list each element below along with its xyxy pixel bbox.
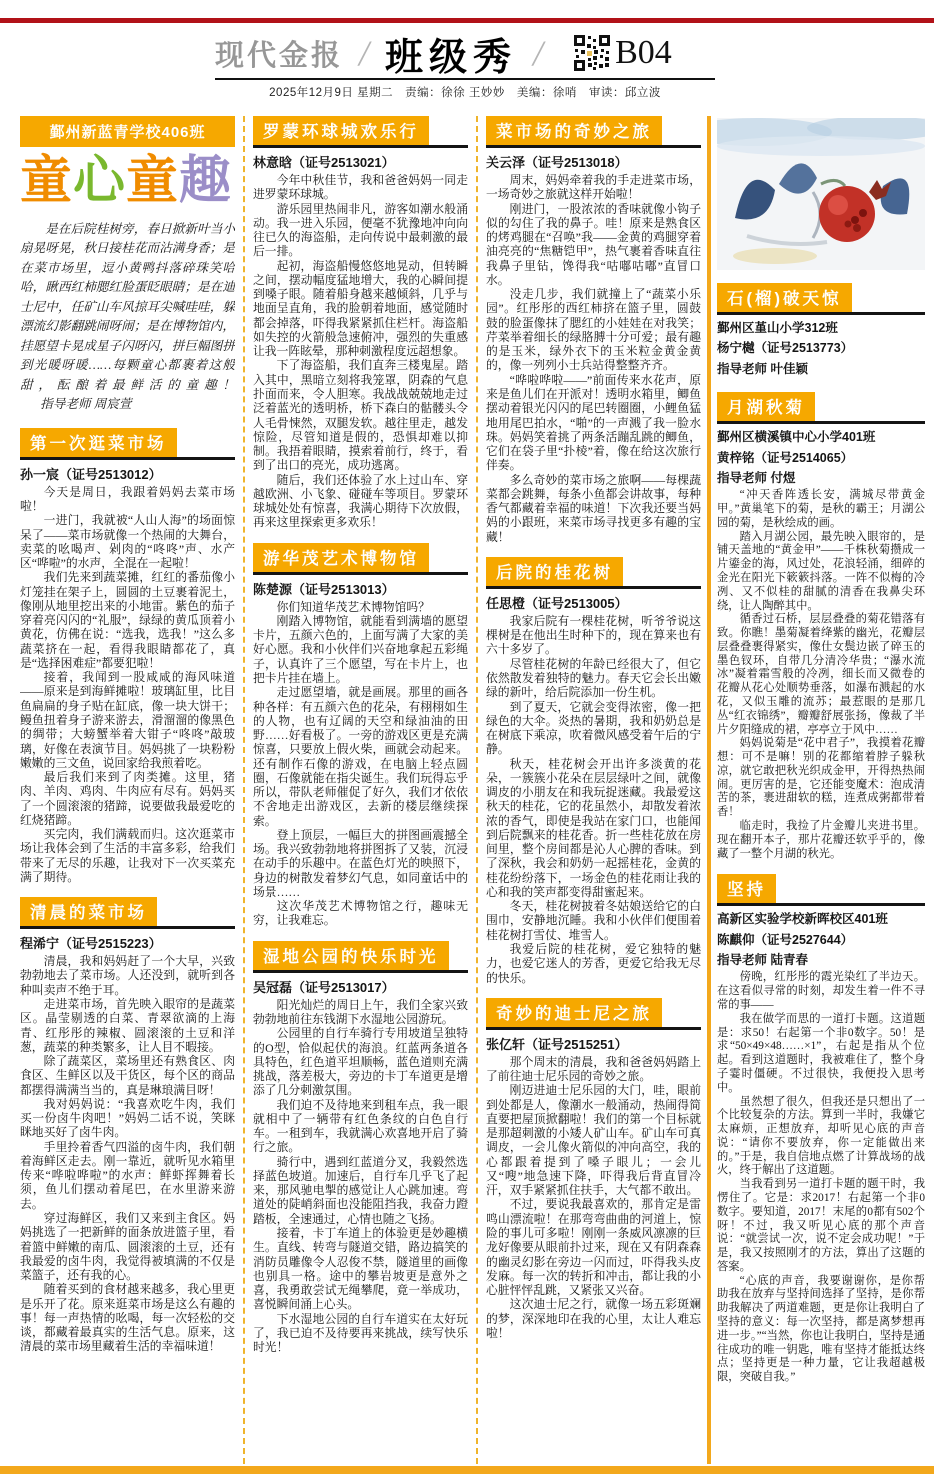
divider-slash: / [533, 33, 544, 73]
article-paragraph: 我们迫不及待地来到租车点，我一眼就相中了一辆带有红色条纹的白色自行车。一租到车，我就满心欢喜地开启了骑行之旅。 [253, 1097, 468, 1155]
article-title-text: 奇妙的迪士尼之旅 [486, 998, 662, 1027]
article-author: 任思橙（证号2513005） [486, 595, 628, 611]
article-author: 张亿轩（证号2515251） [486, 1036, 628, 1052]
article-title [20, 897, 235, 929]
article-school: 鄞州区堇山小学312班 [717, 321, 838, 335]
article-paragraph: 循香过石桥，层层叠叠的菊花错落有致。你瞧！墨菊凝着绛紫的幽光，花瓣层层叠叠裹得紧实，像仕女鬓边嵌了碎玉的墨色钗环，自带几分清冷华贵；“瀑水流冰”凝着霜雪般的冷冽，细长而又微卷的花瓣从花心处顺势垂落，如瀑布溅起的水花，又似玉雕的流苏；最惹眼的是那几丛“红衣锦绣”，瓣瓣舒展张扬，像裁了半片夕阳缝成的裙，亭亭立于风中…… [717, 613, 925, 736]
feature-intro [20, 220, 235, 415]
article-author: 吴冠磊（证号2513017） [253, 979, 395, 995]
article-title-text: 菜市场的奇妙之旅 [486, 116, 662, 145]
article-paragraph: 刚迈进迪士尼乐园的大门，哇，眼前到处都是人，像潮水一般涌动，热闹得简直要把屋顶掀翻啦！我们的第一个目标就是那超刺激的小矮人矿山车。矿山车可真调皮，一会儿像火箭似的冲向高空，我的心都跟着提到了嗓子眼儿；一会儿又“嗖”地急速下降，吓得我后背直冒冷汗，双手紧紧抓住扶手，大气都不敢出。 [486, 1083, 701, 1198]
article-paragraph: “冲天香阵透长安，满城尽带黄金甲。”黄巢笔下的菊，是秋的霸王；月湖公园的菊，是秋绘成的画。 [717, 489, 925, 529]
page-number: B04 [615, 34, 672, 71]
article-paragraph: 我对妈妈说：“我喜欢吃牛肉，我们买一份卤牛肉吧！”妈妈二话不说，笑眯眯地买好了卤牛肉。 [20, 1096, 235, 1140]
article-title-text: 月湖秋菊 [717, 392, 815, 421]
article-paragraph: 我家后院有一棵桂花树，听爷爷说这棵树是在他出生时种下的，现在算来也有六十多岁了。 [486, 613, 701, 657]
article-paragraph: 阳光灿烂的周日上午，我们全家兴致勃勃地前往东钱湖下水湿地公园游玩。 [253, 997, 468, 1027]
article-paragraph: 接着，我闻到一股咸咸的海风味道——原来是到海鲜摊啦！玻璃缸里，比目鱼扁扁的身子贴在缸底，像一块大饼干；鳗鱼扭着身子游来游去，滑溜溜的像黑色的绸带；大螃蟹举着大钳子“咚咚”敲玻璃，好像在表演节目。妈妈挑了一块粉粉嫩嫩的三文鱼，说回家给我煎着吃。 [20, 670, 235, 770]
article-author: 程浠宁（证号2515223） [20, 936, 162, 952]
article-title-text: 石(榴)破天惊 [717, 283, 852, 312]
article-paragraph: 那个周末的清晨，我和爸爸妈妈踏上了前往迪士尼乐园的奇妙之旅。 [486, 1054, 701, 1084]
article-author: 黄梓铭（证号2514065） [717, 450, 854, 465]
pomegranate-watercolor-painting [717, 118, 925, 270]
article-title-text: 后院的桂花树 [486, 557, 623, 586]
article-author: 林意晗（证号2513021） [253, 155, 395, 170]
feature-intro-text: 是在后院桂树旁，春日掀新叶当小扇晃呀晃，秋日接桂花而沾满身香；是在菜市场里，逗小黄鸭抖落碎珠笑哈哈，瞅西红柿腮红脸蛋眨眼睛；是在迪士尼中，任矿山车风掠耳尖喊哇哇，躲漂流幻影翻跳闹呀闹；是在博物馆内，挂愿望卡晃成星子闪呀闪，拼巨幅图拼到光暖呀暖……每颗童心都裹着这般甜，酝酿着最鲜活的童趣！ [20, 221, 235, 392]
article-paragraph: “心底的声音，我要谢谢你，是你帮助我在放弃与坚持间选择了坚持，是你帮助我解决了两道难题，更是你让我明白了坚持的意义：每一次坚持，都是离梦想再进一步。”“当然，你也让我明白，坚持是通往成功的唯一钥匙，唯有坚持才能抵达终点；坚持更是一种力量，它让我超越极限，突破自我。” [717, 1274, 925, 1384]
divider-slash: / [359, 33, 370, 73]
article-title-text: 坚持 [717, 874, 776, 903]
article-paragraph: 一进门，我就被“人山人海”的场面惊呆了——菜市场就像一个热闹的大舞台，卖菜的吆喝声、剁肉的“咚咚”声、水产区“哗啦”的水声，全混在一起啦！ [20, 513, 235, 571]
article-paragraph: 穿过海鲜区，我们又来到主食区。妈妈挑选了一把新鲜的面条放进篮子里，看着篮中鲜嫩的南瓜、圆滚滚的土豆，还有我最爱的卤牛肉，我觉得被填满的不仅是菜篮子，还有我的心。 [20, 1210, 235, 1283]
article-paragraph: 你们知道华茂艺术博物馆吗？ [276, 599, 430, 614]
article-school: 鄞州区横溪镇中心小学401班 [717, 430, 876, 445]
article-title [717, 874, 925, 906]
article-title [253, 543, 468, 575]
article-paragraph: 我们先来到蔬菜摊，红红的番茄像小灯笼挂在架子上，圆圆的土豆裹着泥土，像刚从地里挖出来的小地雷。紫色的茄子穿着亮闪闪的“礼服”，绿绿的黄瓜顶着小黄花，仿佛在说：“选我，选我！”这么多蔬菜挤在一起，看得我眼睛都花了，真是“选择困难症”都要犯啦！ [20, 570, 235, 670]
feature-teacher: 指导老师 周宸萱 [40, 397, 132, 412]
column-2 [253, 116, 468, 1464]
feature-title-char: 趣 [179, 153, 233, 210]
page-columns [20, 116, 925, 1464]
article-paragraph: “哗啦哗啦——”前面传来水花声，原来是鱼儿们在开派对！透明水箱里，鲫鱼摆动着银光闪闪的尾巴转圈圈，小鲤鱼猛地用尾巴拍水，“啪”的一声溅了我一脸水珠。妈妈笑着挑了两条活蹦乱跳的鲫鱼，它们在袋子里“扑棱”着，像在给这次旅行伴奏。 [486, 372, 701, 473]
article-paragraph: 走进菜市场，首先映入眼帘的是蔬菜区。晶莹剔透的白菜、青翠欲滴的上海青、红彤彤的辣椒、圆滚滚的土豆和洋葱，蔬菜的种类繁多，让人目不暇接。 [20, 996, 235, 1054]
article-author: 孙一宸（证号2513012） [20, 466, 162, 482]
article-paragraph: 刚踏入博物馆，就能看到满墙的愿望卡片，五颜六色的，上面写满了大家的美好心愿。我和小伙伴们兴奋地拿起五彩绳子，认真许了三个愿望，写在卡片上，也把卡片挂在墙上。 [253, 613, 468, 685]
article-paragraph: 走过愿望墙，就是画展。那里的画各种各样：有五颜六色的花朵，有栩栩如生的人物，也有辽阔的天空和绿油油的田野……好看极了。一旁的游戏区更是充满惊喜，只要放上假火柴，画就会动起来。还有制作石像的游戏，在电脑上轻点圆圈，石像就能在指尖诞生。我们玩得忘乎所以，带队老师催促了好久，我们才依依不舍地走出游戏区，去新的楼层继续探索。 [253, 685, 468, 828]
article-paragraph: 秋天，桂花树会开出许多淡黄的花朵，一簇簇小花朵在层层绿叶之间，就像调皮的小朋友在和我玩捉迷藏。我最爱这秋天的桂花，它的花虽然小，却散发着浓浓的香气，即使是我站在家门口，也能闻到后院飘来的桂花香。折一些桂花放在房间里，整个房间都是沁人心脾的香味。到了深秋，我会和奶奶一起摇桂花，金黄的桂花纷纷落下，一场金色的桂花雨让我的心和我的笑声都变得甜蜜起来。 [486, 756, 701, 899]
article-paragraph: 踏入月湖公园，最先映入眼帘的，是铺天盖地的“黄金甲”——千株秋菊攒成一片鎏金的海，风过处，花浪轻涌，细碎的金光在阳光下簌簌抖落。一阵不似梅的冷冽、又不似桂的甜腻的清香在我鼻尖环绕，让人陶醉其中。 [717, 530, 925, 612]
article-paragraph: 下水湿地公园的自行车道实在太好玩了，我已迫不及待要再来挑战，续写快乐时光！ [253, 1311, 468, 1355]
article-title [486, 557, 701, 589]
column-separator [476, 116, 478, 1464]
article-paragraph: 不过，要说我最喜欢的，那肯定是雷鸣山漂流啦！在那弯弯曲曲的河道上，惊险的事儿可多啦！刚刚一条威风凛凛的巨龙好像要从眼前扑过来，现在又有阴森森的幽灵幻影在旁边一闪而过，吓得我头皮发麻。每一次的转折和冲击，都让我的小心脏怦怦乱跳，又紧张又兴奋。 [486, 1197, 701, 1298]
top-red-rule [0, 18, 934, 23]
article-paragraph: 随着买到的食材越来越多，我心里更是乐开了花。原来逛菜市场是这么有趣的事！每一声热情的吆喝，每一次轻松的交谈，都藏着最真实的生活气息。原来，这清晨的菜市场里藏着生活的幸福味道！ [20, 1282, 235, 1354]
article-title [486, 998, 701, 1030]
bottom-orange-rule [0, 1466, 934, 1474]
paper-name: 现代金报 [215, 39, 344, 72]
article-paragraph: 登上顶层，一幅巨大的拼图画震撼全场。我兴致勃勃地将拼图拆了又装，沉浸在动手的乐趣中。在蓝色灯光的映照下，身边的树散发着梦幻气息，如同童话中的场景…… [253, 827, 468, 899]
article-title [717, 392, 925, 424]
column-1 [20, 116, 235, 1464]
article-paragraph: 手里拎着香气四溢的卤牛肉，我们朝着海鲜区走去。刚一靠近，就听见水箱里传来“哗啦哗啦”的水声：鲜虾挥舞着长须，鱼儿们摆动着尾巴，在水里游来游去。 [20, 1139, 235, 1211]
article-author: 杨宁樾（证号2513773） [717, 341, 854, 356]
article-paragraph: 多么奇妙的菜市场之旅啊——每棵蔬菜都会跳舞，每条小鱼都会讲故事，每种香气都藏着幸福的味道！下次我还要当妈妈的小跟班，来菜市场寻找更多有趣的宝藏！ [486, 472, 701, 544]
article-title [253, 116, 468, 148]
section-title: 班级秀 [385, 36, 518, 79]
article-title [20, 428, 235, 460]
article-paragraph: 我在做学而思的一道打卡题。这道题是：求50！右起第一个非0数字。50！是求“50×49×48……×1”，右起是指从个位起。看到这道题时，我被难住了，整个身子霎时僵硬。不过很快，我便投入思考中。 [717, 1012, 925, 1094]
masthead [215, 28, 715, 80]
article-title [253, 941, 468, 973]
article-title-text: 游华茂艺术博物馆 [253, 543, 429, 572]
article-title-text: 罗蒙环球城欢乐行 [253, 116, 429, 145]
column-separator [243, 116, 245, 1464]
column-4 [717, 116, 925, 1464]
article-teacher: 指导老师 付煜 [717, 470, 796, 485]
article-paragraph: 起初，海盗船慢悠悠地晃动，但转瞬之间，摆动幅度猛地增大，我的心瞬间提到嗓子眼。随着船身越来越倾斜，几乎与地面呈直角，我的脸朝着地面，感觉随时都会掉落，吓得我紧紧抓住栏杆。海盗船如失控的火箭般急速俯冲，强烈的失重感让我一阵眩晕，那种刺激程度远超想象。 [253, 258, 468, 359]
article-paragraph: 买完肉，我们满载而归。这次逛菜市场让我体会到了生活的丰富多彩，给我们带来了无尽的乐趣，让我对下一次买菜充满了期待。 [20, 827, 235, 884]
article-paragraph: 我爱后院的桂花树，爱它独特的魅力，也爱它迷人的芳香，更爱它给我无尽的快乐。 [486, 942, 701, 985]
article-paragraph: 清晨，我和妈妈赶了一个大早，兴致勃勃地去了菜市场。人还没到，就听到各种叫卖声不绝于耳。 [20, 954, 235, 997]
article-paragraph: 周末，妈妈牵着我的手走进菜市场，一场奇妙之旅就这样开始啦！ [486, 173, 701, 202]
article-paragraph: 随后，我们还体验了水上过山车、穿越欧洲、小飞象、碰碰车等项目。罗蒙环球城处处有惊喜，我满心期待下次放假，再来这里探索更多欢乐！ [253, 472, 468, 530]
qr-code-icon [573, 34, 611, 72]
article-paragraph: 当我看到另一道打卡题的题干时，我愣住了。它是：求2017！右起第一个非0数字。要知道，2017！末尾的0都有502个呀！不过，我又听见心底的那个声音说：“就尝试一次，说不定会成功呢！”于是，我又按照刚才的方法，算出了这题的答案。 [717, 1178, 925, 1273]
feature-title-char: 心 [73, 153, 127, 210]
article-title-text: 清晨的菜市场 [20, 897, 157, 926]
article-paragraph: 妈妈说菊是“花中君子”，我摸着花瓣想：可不是嘛！别的花都缩着脖子躲秋凉，就它敢把秋光织成金甲，开得热热闹闹。更厉害的是，它还能变魔术：泡成清苦的茶，裹进甜软的糕，连煮成粥都带着香！ [717, 737, 925, 819]
article-title [486, 116, 701, 148]
column-3 [486, 116, 701, 1464]
article-author: 陈楚源（证号2513013） [253, 581, 395, 597]
article-paragraph: 临走时，我捡了片金瓣儿夹进书里。现在翻开本子，那片花瓣还软乎乎的，像藏了一整个月湖的秋光。 [717, 820, 925, 860]
article-paragraph: 下了海盗船，我们直奔三楼鬼屋。踏入其中，黑暗立刻将我笼罩，阴森的气息扑面而来，令人胆寒。我战战兢兢地走过泛着蓝光的透明桥，桥下森白的骷髅头令人毛骨悚然，双腿发软。越往里走，越发惊险，尽管知道是假的，恐惧却难以抑制。我捂着眼睛，摸索着前行，终于，看到了出口的亮光，成功逃离。 [253, 358, 468, 473]
article-paragraph: 除了蔬菜区，菜场里还有熟食区、肉食区、生鲜区以及干货区，每个区的商品都摆得满满当当的，真是琳琅满目呀！ [20, 1054, 235, 1097]
feature-title-char: 童 [126, 153, 180, 210]
article-author: 关云泽（证号2513018） [486, 155, 628, 170]
article-paragraph: 今年中秋佳节，我和爸爸妈妈一同走进罗蒙环球城。 [253, 173, 468, 202]
article-teacher: 指导老师 叶佳颖 [717, 361, 808, 376]
article-paragraph: 没走几步，我们就撞上了“蔬菜小乐园”。红彤彤的西红柿挤在篮子里，圆鼓鼓的脸蛋像抹了腮红的小娃娃在对我笑；芹菜举着细长的绿胳膊十分可爱；最有趣的是玉米，绿外衣下的玉米粒金黄金黄的，像一列列小士兵站得整整齐齐。 [486, 287, 701, 373]
article-school: 高新区实验学校新晖校区401班 [717, 912, 888, 927]
article-paragraph: 游乐园里热闹非凡，游客如潮水般涌动。我一进入乐园，便毫不犹豫地冲向向往已久的海盗船，走向传说中最刺激的最后一排。 [253, 201, 468, 259]
article-author: 陈麒仰（证号2527644） [717, 932, 854, 947]
article-paragraph: 骑行中，遇到红蓝道分叉，我毅然选择蓝色坡道。加速后，自行车几乎飞了起来，那风驰电掣的感觉让人心跳加速。弯道处的陡峭斜面也没能阻挡我，我奋力蹬踏板，全速通过，心情也随之飞扬。 [253, 1154, 468, 1226]
article-paragraph: 公园里的自行车骑行专用坡道呈独特的O型，恰似起伏的海浪。红蓝两条道各具特色，红色道平坦顺畅，蓝色道则充满挑战，落差极大，旁边的卡丁车道更是增添了几分刺激氛围。 [253, 1026, 468, 1098]
feature-title-char: 童 [20, 153, 74, 210]
article-teacher: 指导老师 陆青春 [717, 953, 808, 968]
school-badge: 鄞州新蓝青学校406班 [20, 116, 235, 147]
article-paragraph: 尽管桂花树的年龄已经很大了，但它依然散发着独特的魅力。春天它会长出嫩绿的新叶，给后院添加一份生机。 [486, 656, 701, 700]
article-title [717, 283, 925, 315]
article-paragraph: 冬天，桂花树披着冬姑娘送给它的白围巾，安静地沉睡。我和小伙伴们便围着桂花树打雪仗、堆雪人。 [486, 899, 701, 942]
article-paragraph: 今天是周日，我跟着妈妈去菜市场啦！ [20, 484, 235, 514]
article-paragraph: 傍晚，红彤彤的霞光染红了半边天。在这看似寻常的时刻，却发生着一件不寻常的事—— [717, 971, 925, 1012]
dateline: 2025年12月9日 星期二 责编：徐徐 王妙妙 美编：徐哨 审读：邱立波 [269, 87, 661, 99]
article-paragraph: 到了夏天，它就会变得浓密，像一把绿色的大伞。炎热的暑期，我和奶奶总是在树底下乘凉，吹着微风感受着午后的宁静。 [486, 699, 701, 757]
article-paragraph: 这次迪士尼之行，就像一场五彩斑斓的梦，深深地印在我的心里，太让人难忘啦！ [486, 1297, 701, 1340]
article-title-text: 湿地公园的快乐时光 [253, 941, 449, 970]
article-paragraph: 虽然想了很久，但我还是只想出了一个比较复杂的方法。算到一半时，我嫌它太麻烦，正想放弃，却听见心底的声音说：“请你不要放弃，你一定能做出来的。”于是，我自信地点燃了计算战场的战火，终于解出了这道题。 [717, 1095, 925, 1177]
feature-title [20, 155, 235, 210]
column-separator-solid [707, 116, 711, 1464]
article-paragraph: 接着，卡丁车道上的体验更是妙趣横生。直线、转弯与隧道交错，路边搞笑的消防员雕像令人忍俊不禁，隧道里的画像也别具一格。途中的攀岩坡更是意外之喜，我勇敢尝试无绳攀爬，竟一举成功，喜悦瞬间涌上心头。 [253, 1226, 468, 1312]
article-paragraph: 这次华茂艺术博物馆之行，趣味无穷，让我难忘。 [253, 899, 468, 928]
article-title-text: 第一次逛菜市场 [20, 428, 177, 457]
article-paragraph: 最后我们来到了肉类摊。这里，猪肉、羊肉、鸡肉、牛肉应有尽有。妈妈买了一个圆滚滚的猪蹄，说要做我最爱吃的红烧猪蹄。 [20, 770, 235, 827]
article-paragraph: 刚进门，一股浓浓的香味就像小钩子似的勾住了我的鼻子。哇！原来是熟食区的烤鸡腿在“召唤”我——金黄的鸡腿穿着油亮亮的“焦糖铠甲”，热气裹着香味直往我鼻子里钻，馋得我“咕嘟咕嘟”直冒口水。 [486, 201, 701, 287]
